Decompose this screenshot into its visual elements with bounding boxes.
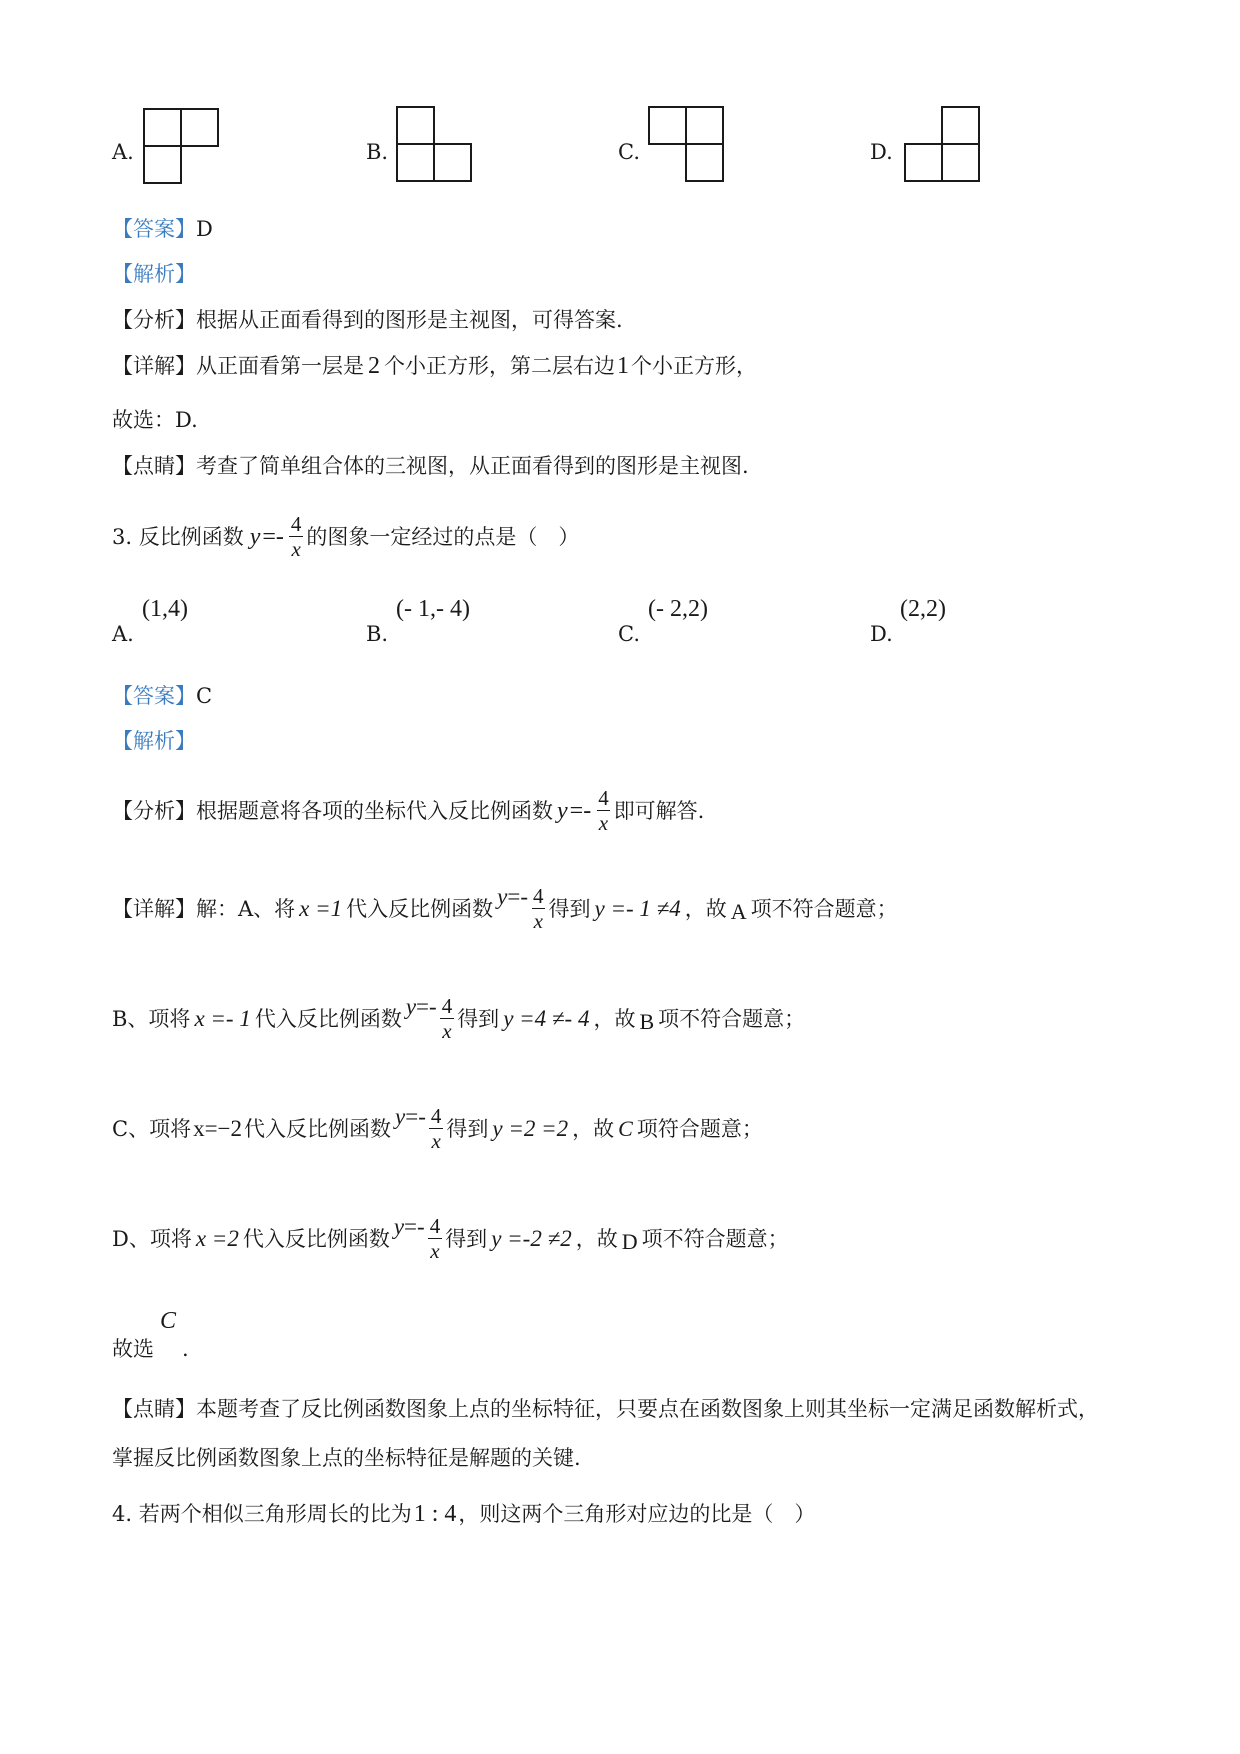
q3-option-d-label: D. — [870, 622, 893, 646]
text: 【分析】根据题意将各项的坐标代入反比例函数 — [112, 798, 553, 823]
option-letter: A — [730, 898, 747, 924]
math-expr: x=−2 — [193, 1115, 243, 1141]
text: ，故 — [593, 1006, 636, 1031]
math-var: y — [393, 1213, 405, 1239]
q2-option-c-label: C. — [618, 140, 640, 164]
math-var: y — [405, 993, 417, 1019]
q3-option-a-value: (1,4) — [142, 596, 188, 622]
numerator: 4 — [429, 1214, 441, 1238]
denominator: x — [430, 1239, 440, 1263]
math-expr: y =2 =2 — [492, 1115, 569, 1141]
numerator: 4 — [533, 884, 544, 908]
q3-analysis-tag: 【解析】 — [112, 729, 196, 753]
stem-text: ，则这两个三角形对应边的比是（ ） — [458, 1502, 816, 1526]
fraction — [289, 512, 304, 561]
q3-detail-a — [112, 884, 898, 933]
q2-guxuan: 故选：D. — [112, 408, 198, 432]
text: 即可解答. — [613, 798, 705, 823]
q3-detail-d — [112, 1214, 789, 1263]
number: 2 — [368, 353, 380, 379]
text: 代入反比例函数 — [244, 1116, 392, 1141]
q2-option-d-label: D. — [870, 140, 893, 164]
q3-option-b-label: B. — [366, 622, 389, 646]
numerator: 4 — [430, 1104, 442, 1128]
math-var: y — [497, 883, 508, 909]
math-op: =- — [569, 797, 592, 824]
q2-dianjing: 【点睛】考查了简单组合体的三视图，从正面看得到的图形是主视图. — [112, 454, 749, 478]
q3-answer — [112, 682, 212, 710]
stem-text: 的图象一定经过的点是（ ） — [306, 524, 580, 549]
text: ，故 — [684, 896, 727, 921]
text: 代入反比例函数 — [242, 1226, 390, 1251]
q3-option-a-label: A. — [112, 622, 134, 646]
text: 项不符合题意； — [750, 896, 898, 921]
text: 项不符合题意； — [641, 1226, 789, 1251]
q3-stem — [112, 512, 579, 561]
option-letter: B — [639, 1008, 655, 1034]
text: 得到 — [457, 1006, 500, 1031]
text: 代入反比例函数 — [254, 1006, 402, 1031]
math-op: =- — [262, 523, 284, 550]
text: B、项将 — [112, 1006, 191, 1031]
q2-option-b-label: B. — [366, 140, 389, 164]
number: 1 — [617, 353, 629, 379]
text: 代入反比例函数 — [346, 896, 494, 921]
fraction — [429, 1104, 444, 1153]
option-letter: C — [618, 1115, 633, 1141]
q3-guxuan-letter: C — [160, 1308, 177, 1334]
math-op: =- — [507, 883, 529, 909]
q3-option-c-value: (- 2,2) — [648, 596, 708, 622]
text: 【详解】解：A、将 — [112, 896, 296, 921]
numerator: 4 — [598, 786, 609, 810]
q4-stem — [112, 1500, 815, 1528]
math-expr: x =- 1 — [194, 1005, 251, 1031]
option-letter: D — [621, 1228, 638, 1254]
q3-dianjing-1: 【点睛】本题考查了反比例函数图象上点的坐标特征，只要点在函数图象上则其坐标一定满足函数解析式， — [112, 1397, 1099, 1421]
q3-fenxi — [112, 786, 704, 835]
numerator: 4 — [441, 994, 453, 1018]
math-expr: x =1 — [299, 895, 343, 921]
math-expr: y =-2 ≠2 — [491, 1225, 572, 1251]
denominator: x — [442, 1019, 452, 1043]
q2-fenxi: 【分析】根据从正面看得到的图形是主视图，可得答案. — [112, 308, 623, 332]
q3-option-d-value: (2,2) — [900, 596, 946, 622]
math-op: =- — [405, 1103, 426, 1129]
text: ，故 — [575, 1226, 618, 1251]
q3-option-b-value: (- 1,- 4) — [396, 596, 470, 622]
q3-dianjing-2: 掌握反比例函数图象上点的坐标特征是解题的关键. — [112, 1446, 581, 1470]
text: D、项将 — [112, 1226, 192, 1251]
q2-answer — [112, 215, 213, 243]
denominator: x — [598, 811, 609, 835]
fraction — [531, 884, 546, 933]
denominator: x — [533, 909, 543, 933]
q3-detail-b — [112, 994, 805, 1043]
q3-detail-c — [112, 1104, 763, 1153]
text: 故选 — [112, 1337, 154, 1361]
q3-guxuan-period: . — [182, 1337, 189, 1361]
q3-option-c-label: C. — [618, 622, 640, 646]
text: 【详解】从正面看第一层是 — [112, 354, 364, 378]
answer-value: D — [196, 217, 213, 241]
text: 得到 — [548, 896, 591, 921]
math-expr: y =- 1 ≠4 — [594, 895, 681, 921]
denominator: x — [291, 537, 301, 561]
text: ，故 — [572, 1116, 615, 1141]
text: 个小正方形， — [631, 354, 757, 378]
denominator: x — [431, 1129, 441, 1153]
stem-text: 4. 若两个相似三角形周长的比为 — [112, 1502, 412, 1526]
stem-text: 3. 反比例函数 — [112, 524, 244, 549]
math-expr: x =2 — [195, 1225, 239, 1251]
q2-xiangjie — [112, 352, 757, 380]
fraction — [596, 786, 611, 835]
q2-analysis-tag: 【解析】 — [112, 262, 196, 286]
text: C、项将 — [112, 1116, 192, 1141]
math-op: =- — [416, 993, 437, 1019]
math-op: =- — [404, 1213, 425, 1239]
q2-option-a-label: A. — [112, 140, 134, 164]
math-var: y — [395, 1103, 406, 1129]
text: 个小正方形，第二层右边 — [384, 354, 615, 378]
ratio: 1 : 4 — [413, 1501, 457, 1527]
answer-tag: 【答案】 — [112, 684, 196, 708]
text: 得到 — [445, 1226, 488, 1251]
math-expr: y =4 ≠- 4 — [503, 1005, 590, 1031]
answer-value: C — [196, 684, 213, 708]
text: 项符合题意； — [636, 1116, 763, 1141]
math-var: y — [249, 523, 261, 550]
fraction — [440, 994, 455, 1043]
q3-guxuan — [112, 1335, 154, 1363]
text: 项不符合题意； — [658, 1006, 806, 1031]
numerator: 4 — [290, 512, 302, 536]
fraction — [428, 1214, 443, 1263]
text: 得到 — [446, 1116, 489, 1141]
math-var: y — [557, 797, 568, 824]
answer-tag: 【答案】 — [112, 217, 196, 241]
